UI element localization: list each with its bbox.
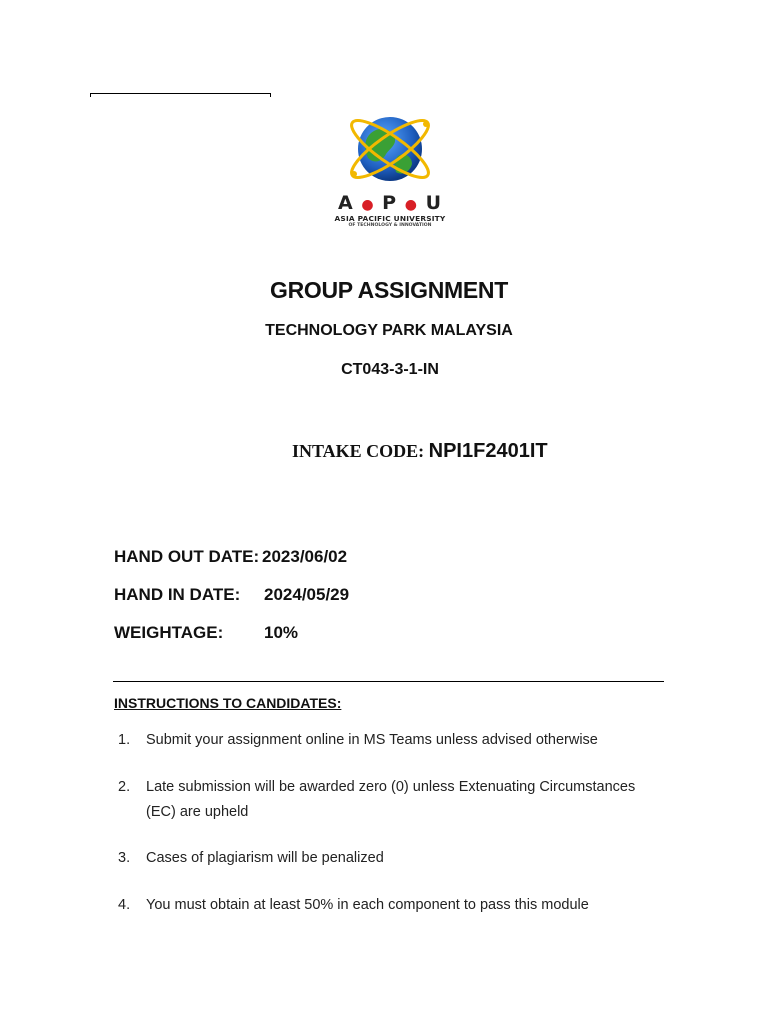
instructions-heading: INSTRUCTIONS TO CANDIDATES: xyxy=(114,695,342,711)
instruction-text: Late submission will be awarded zero (0) unless Extenuating Circumstances (EC) are upheld xyxy=(146,779,636,820)
weightage-row xyxy=(114,623,299,643)
module-code: CT043-3-1-IN xyxy=(341,361,439,378)
document-title: GROUP ASSIGNMENT xyxy=(269,277,508,303)
top-corner-rule xyxy=(90,93,271,97)
instruction-text: You must obtain at least 50% in each component to pass this module xyxy=(146,897,589,913)
logo-letter-a: A xyxy=(337,192,354,214)
instruction-number: 3. xyxy=(118,850,131,866)
instruction-number: 2. xyxy=(118,779,131,795)
hand-out-date-row xyxy=(114,547,348,567)
logo-letter-p: P xyxy=(382,192,398,214)
weightage-value: 10% xyxy=(264,623,299,642)
campus-name: TECHNOLOGY PARK MALAYSIA xyxy=(265,322,513,339)
logo-letters xyxy=(328,192,452,214)
instruction-number: 4. xyxy=(118,897,131,913)
logo-dot: ● xyxy=(361,197,375,213)
hand-out-date-value: 2023/06/02 xyxy=(262,547,348,566)
intake-code-value: NPI1F2401IT xyxy=(428,440,548,462)
instruction-text: Cases of plagiarism will be penalized xyxy=(146,850,384,866)
logo-dot: ● xyxy=(404,197,418,213)
hand-in-date-value: 2024/05/29 xyxy=(264,585,350,604)
apu-logo xyxy=(328,104,452,234)
instruction-text: Submit your assignment online in MS Teams unless advised otherwise xyxy=(146,732,598,748)
logo-letter-u: U xyxy=(425,192,443,214)
section-divider xyxy=(113,681,664,682)
intake-code-line xyxy=(292,440,548,463)
logo-subtitle: OF TECHNOLOGY & INNOVATION xyxy=(348,223,432,228)
logo-university-name: ASIA PACIFIC UNIVERSITY xyxy=(334,214,446,223)
hand-in-date-row xyxy=(114,585,350,605)
weightage-label: WEIGHTAGE: xyxy=(114,623,224,642)
hand-in-date-label: HAND IN DATE: xyxy=(114,585,241,604)
globe-atom-icon xyxy=(328,104,452,192)
hand-out-date-label: HAND OUT DATE: xyxy=(114,547,260,566)
instruction-number: 1. xyxy=(118,732,131,748)
intake-code-label: INTAKE CODE: xyxy=(292,441,425,461)
